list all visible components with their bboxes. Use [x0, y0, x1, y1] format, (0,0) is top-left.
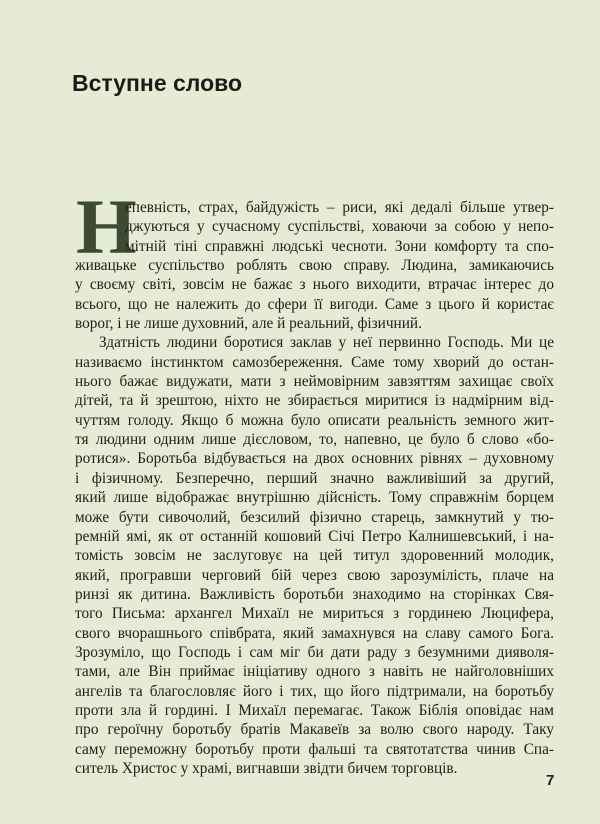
text-line: ротися». Боротьба відбувається на двох основних рівнях – духовному	[75, 450, 554, 468]
text-line: ангелів та благословляє його і тих, що його підтримали, на боротьбу	[75, 682, 554, 700]
text-line: епевність, страх, байдужість – риси, які дедалі більше утвер-	[125, 199, 554, 216]
page-number: 7	[546, 772, 555, 789]
text-line: чуттям голоду. Якщо б можна було описати реальність земного жит-	[75, 411, 554, 429]
text-line: ремній ямі, як от останній кошовий Січі Петро Калнишевський, і на-	[75, 527, 554, 545]
text-line: томість зовсім не заслуговує на цей титул здоровенний молодик,	[75, 547, 554, 565]
drop-cap: Н	[76, 183, 137, 270]
body-text	[75, 183, 554, 778]
text-line: ринзі як дитина. Важливість боротьби знаходимо на сторінках Свя-	[75, 585, 554, 603]
text-line: про героїчну боротьбу братів Макавеїв за волю свого народу. Таку	[75, 721, 554, 739]
text-line: джуються у сучасному суспільстві, ховаючи за собою у непо-	[125, 218, 554, 236]
text-line: свого вчорашнього співбрата, який замахнувся на славу самого Бога.	[75, 624, 554, 642]
text-line: живацьке суспільство роблять свою справу. Людина, замикаючись	[75, 257, 554, 275]
text-line: тя людини одним лише дієсловом, то, напевно, це було б слово «бо-	[75, 431, 554, 449]
text-line: дітей, та й зрештою, ніхто не збирається миритися із надмірним від-	[75, 392, 554, 410]
text-line: саму переможну боротьбу проти фальші та святотатства чинив Спа-	[75, 740, 554, 758]
text-line: який, програвши черговий бій через свою зарозумілість, плаче на	[75, 566, 554, 584]
text-line: може бути сивочолий, безсилий фізично старець, замкнутий у тю-	[75, 508, 554, 526]
text-line: і фізичному. Безперечно, перший значно важливіший за другий,	[75, 469, 554, 487]
text-line: ситель Христос у храмі, вигнавши звідти бичем торговців.	[75, 759, 458, 777]
text-line: який лише відображає внутрішню дійсність. Тому справжнім борцем	[75, 489, 554, 507]
text-line: нього бажає видужати, мати з неймовірним завзяттям захищає своїх	[75, 373, 554, 391]
text-line: у своєму світі, зовсім не бажає з нього виходити, втрачає інтерес до	[75, 276, 554, 294]
text-line: проти зла й гордині. І Михаїл перемагає. Також Біблія оповідає нам	[75, 701, 554, 719]
text-line: мітній тіні справжні людські чесноти. Зони комфорту та спо-	[125, 237, 554, 255]
text-line: всього, що не належить до сфери її вигоди. Саме з цього й користає	[75, 295, 554, 313]
text-line: тами, але Він приймає ініціативу одного з навіть не найголовніших	[75, 663, 554, 681]
text-line: називаємо інстинктом самозбереження. Саме тому хворий до остан-	[75, 353, 554, 371]
text-line: Зрозуміло, що Господь і сам міг би дати раду з безумними дияволя-	[75, 643, 554, 661]
text-line: ворог, і не лише духовний, але й реальний, фізичний.	[75, 315, 422, 333]
text-line: того Письма: архангел Михаїл не мириться з гординею Люцифера,	[75, 605, 554, 623]
chapter-title: Вступне слово	[72, 70, 243, 96]
text-line: Здатність людини боротися заклав у неї первинно Господь. Ми це	[99, 334, 554, 352]
